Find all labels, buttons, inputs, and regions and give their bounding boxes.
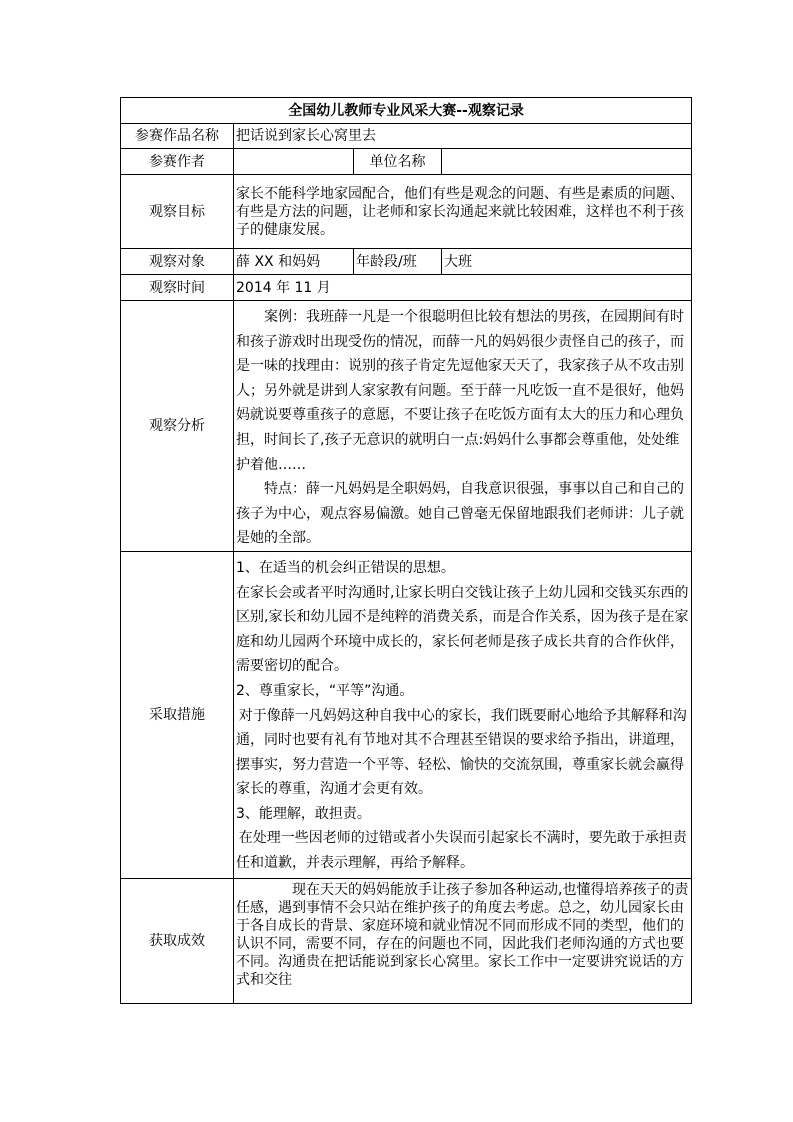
subject-value: 薛 XX 和妈妈 [234,249,354,275]
analysis-row [121,301,692,552]
measure-heading-2: 2、尊重家长，“平等”沟通。 [236,682,414,699]
goal-text: 家长不能科学地家园配合，他们有些是观念的问题、有些是素质的问题、有些是方法的问题，让老师和家长沟通起来就比较困难，这样也不利于孩子的健康发展。 [234,175,692,249]
work-name-value: 把话说到家长心窝里去 [234,124,692,149]
subject-row [121,249,692,275]
measure-body-3: 在处理一些因老师的过错或者小失误而引起家长不满时，要先敢于承担责任和道歉，并表示理解，再给予解释。 [236,830,687,872]
time-label: 观察时间 [121,275,234,301]
time-value: 2014 年 11 月 [234,275,692,301]
measure-body-1: 在家长会或者平时沟通时,让家长明白交钱让孩子上幼儿园和交钱买东西的区别,家长和幼儿园不是纯粹的消费关系，而是合作关系，因为孩子是在家庭和幼儿园两个环境中成长的，家长何老师是孩子成长共育的合作伙伴，需要密切的配合。 [236,584,689,675]
analysis-case-paragraph: 案例：我班薛一凡是一个很聪明但比较有想法的男孩，在园期间有时和孩子游戏时出现受伤的情况，而薛一凡的妈妈很少责怪自己的孩子，而是一味的找理由：说别的孩子肯定先逗他家天天了，我家孩子从不攻击别人；另外就是讲到人家家教有问题。至于薛一凡吃饭一直不是很好，他妈妈就说要尊重孩子的意愿，不要让孩子在吃饭方面有太大的压力和心理负担，时间长了,孩子无意识的就明白一点:妈妈什么事都会尊重他，处处维护着他…… [236,309,684,473]
unit-value [442,149,692,175]
unit-label: 单位名称 [354,149,442,175]
author-label: 参赛作者 [121,149,234,175]
measure-heading-1: 1、在适当的机会纠正错误的思想。 [236,559,455,576]
goal-label: 观察目标 [121,175,234,249]
measures-row [121,551,692,878]
measures-label: 采取措施 [121,551,234,878]
measure-body-2: 对于像薛一凡妈妈这种自我中心的家长，我们既要耐心地给予其解释和沟通，同时也要有礼有节地对其不合理甚至错误的要求给予指出，讲道理，摆事实，努力营造一个平等、轻松、愉快的交流氛围，尊重家长就会赢得家长的尊重，沟通才会更有效。 [236,707,687,798]
results-text: 现在天天的妈妈能放手让孩子参加各种运动,也懂得培养孩子的责任感，遇到事情不会只站在维护孩子的角度去考虑。总之，幼儿园家长由于各自成长的背景、家庭环境和就业情况不同而形成不同的类型，他们的认识不同，需要不同，存在的问题也不同，因此我们老师沟通的方式也要不同。沟通贵在把话能说到家长心窝里。家长工作中一定要讲究说话的方式和交往 [234,878,692,1003]
author-row [121,149,692,175]
goal-row [121,175,692,249]
age-group-label: 年龄段/班 [354,249,442,275]
measure-heading-3: 3、能理解，敢担责。 [236,805,371,822]
age-group-value: 大班 [442,249,692,275]
analysis-label: 观察分析 [121,301,234,552]
work-name-row [121,124,692,149]
form-title: 全国幼儿教师专业风采大赛--观察记录 [121,98,692,124]
results-row [121,878,692,1003]
author-value [234,149,354,175]
title-row [121,98,692,124]
analysis-traits-paragraph: 特点：薛一凡妈妈是全职妈妈，自我意识很强，事事以自己和自己的孩子为中心，观点容易偏激。她自己曾毫无保留地跟我们老师讲：儿子就是她的全部。 [236,481,684,547]
analysis-content [234,301,692,552]
measures-content [234,551,692,878]
subject-label: 观察对象 [121,249,234,275]
work-name-label: 参赛作品名称 [121,124,234,149]
results-label: 获取成效 [121,878,234,1003]
observation-record-table [120,97,692,1004]
time-row [121,275,692,301]
